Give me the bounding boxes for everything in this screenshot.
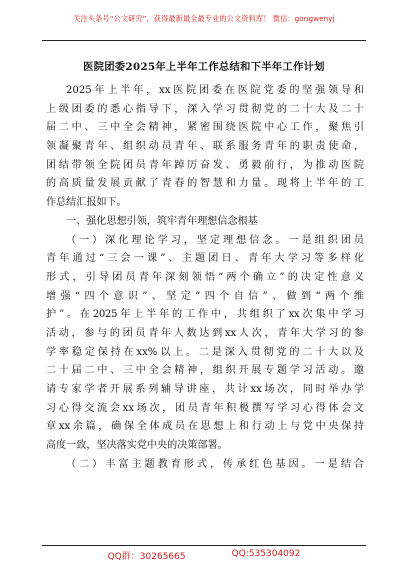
body-line: 的高质量发展贡献了青春的智慧和力量。现将上半年的工 xyxy=(46,178,364,190)
body-line: 团结带领全院团员青年踔厉奋发、勇毅前行，为推动医院 xyxy=(46,159,364,171)
body-line: 作总结汇报如下。 xyxy=(46,197,127,209)
header-notice: 关注头条号“公文研究”，获得最新最全最专业的公文资料库！ 微信：gongwenyj xyxy=(73,14,335,23)
body-line: 学率稳定保持在xx%以上。二是深入贯彻党的二十大以及 xyxy=(46,346,364,358)
document-body xyxy=(46,82,364,474)
body-line: 青年通过“三会一课”、主题团日、青年大学习等多样化 xyxy=(46,253,364,265)
body-line: 二十届二中、三中全会精神，组织开展专题学习活动。邀 xyxy=(46,365,364,377)
body-line: 增强“四个意识”、坚定“四个自信”、做到“两个维 xyxy=(46,290,364,302)
body-line: 活动，参与的团员青年人数达到xx人次，青年大学习的参 xyxy=(46,327,364,339)
footer xyxy=(42,549,366,562)
footer-divider xyxy=(42,545,366,546)
body-line: 请专家学者开展系列辅导讲座，共计xx场次，同时举办学 xyxy=(46,384,364,395)
body-line: 章xx余篇，确保全体成员在思想上和行动上与党中央保持 xyxy=(46,421,364,433)
body-line: 届二中、三中全会精神，紧密围绕医院中心工作，聚焦引 xyxy=(46,122,364,134)
body-line: 护”。在2025年上半年的工作中，共组织了xx次集中学习 xyxy=(46,309,364,321)
body-line: 2025年上半年，xx医院团委在医院党委的坚强领导和 xyxy=(66,85,364,96)
body-line: （一）深化理论学习，坚定理想信念。一是组织团员 xyxy=(66,234,364,246)
section-heading: 一、强化思想引领，筑牢青年理想信念根基 xyxy=(66,215,258,227)
body-line: 形式，引导团员青年深刻领悟“两个确立”的决定性意义 xyxy=(46,271,364,283)
body-line: 领凝聚青年、组织动员青年、联系服务青年的职责使命， xyxy=(46,141,364,153)
footer-qq-contact: QQ:535304092 xyxy=(231,549,301,559)
footer-qq-group: QQ群：30265665 xyxy=(107,552,186,562)
body-line: 习心得交流会xx场次，团员青年积极撰写学习心得体会文 xyxy=(46,402,364,414)
body-line: 上级团委的悉心指导下，深入学习贯彻党的二十大及二十 xyxy=(46,103,364,115)
body-line: （二）丰富主题教育形式，传承红色基因。一是结合 xyxy=(66,458,364,470)
document-title: 医院团委2025年上半年工作总结和下半年工作计划 xyxy=(83,61,325,73)
header-divider xyxy=(42,40,366,41)
body-line: 高度一致，坚决落实党中央的决策部署。 xyxy=(46,440,228,452)
